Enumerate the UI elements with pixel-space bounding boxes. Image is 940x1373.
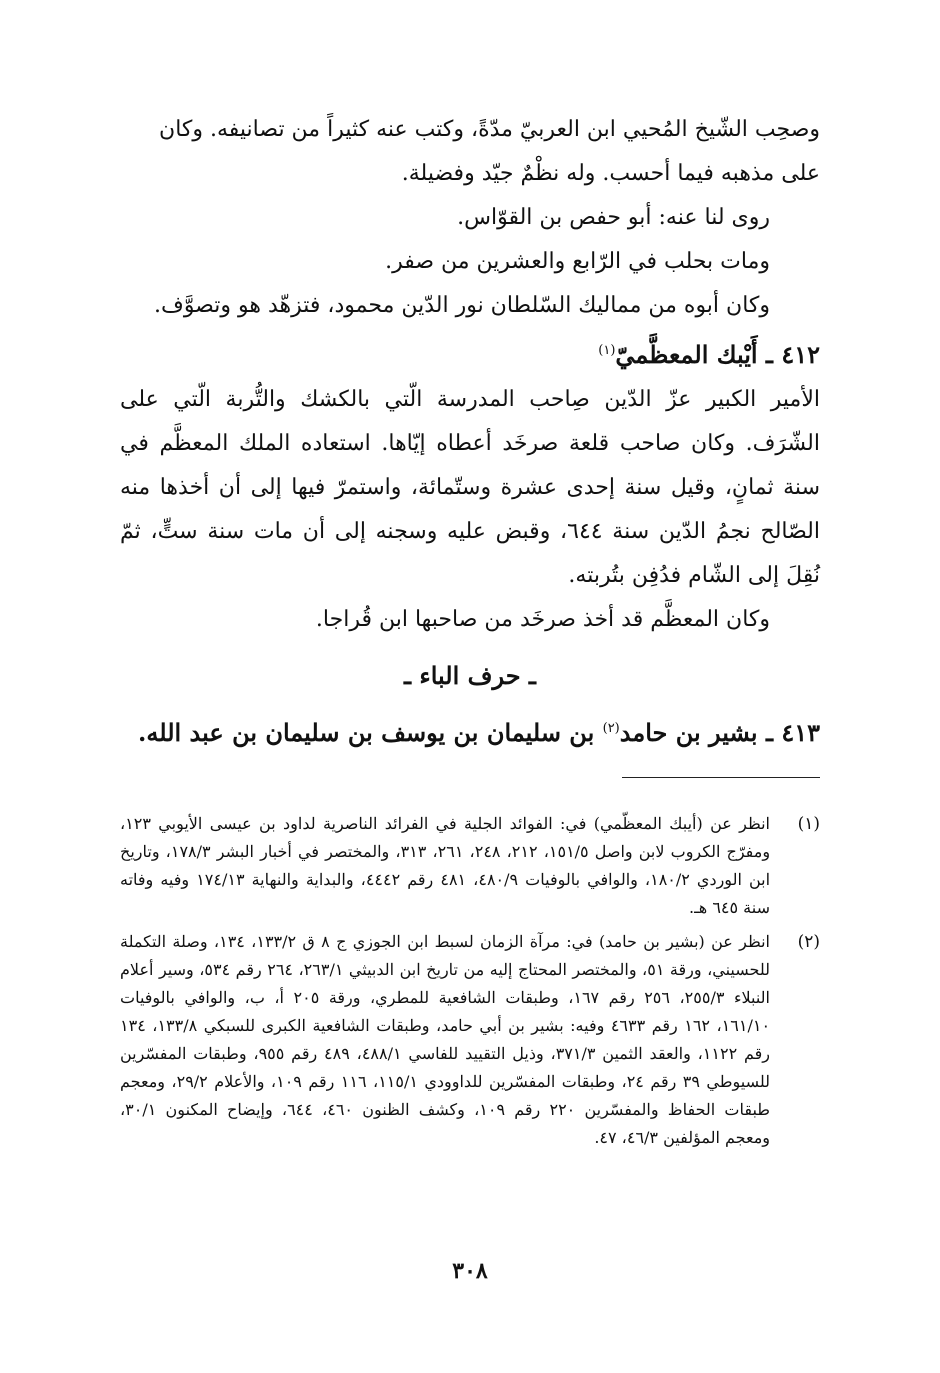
footnotes <box>120 810 820 1158</box>
footnote-divider <box>622 777 820 778</box>
entry-412-heading <box>120 328 820 378</box>
line-mawt: ومات بحلب في الرّابع والعشرين من صفر. <box>385 249 770 274</box>
line-riwaya: روى لنا عنه: أبو حفص بن القوّاس. <box>457 205 770 230</box>
entry-412-closing: وكان المعظَّم قد أخذ صرخَد من صاحبها ابن قُراجا. <box>315 607 770 632</box>
footnote-2-number: (٢) <box>797 932 820 952</box>
footnote-2 <box>120 928 820 1152</box>
main-text <box>120 108 820 756</box>
entry-413-title-start: ٤١٣ ـ بشير بن حامد <box>619 718 820 747</box>
page-number: ٣٠٨ <box>452 1258 488 1284</box>
footnote-ref-1[interactable]: (١) <box>598 343 616 358</box>
footnote-1-text: انظر عن (أيبك المعظّمي) في: الفوائد الجلية في الفرائد الناصرية لداود بن عيسى الأيوبي ١٢٣، ومفرّج الكروب لابن واصل ١٥١/٥، ٢١٢، ٢٤٨، ٢٦١، ٣١٣، والمختصر في أخبار البشر ١٧٨/٣، وتاريخ ابن الوردي ١٨٠/٢، والوافي بالوفيات ٤٨٠/٩، ٤٨١ رقم ٤٤٤٢، والبداية والنهاية ١٧٤/١٣ وفيه وفاته سنة ٦٤٥ هـ. <box>120 814 771 917</box>
footnote-1-number: (١) <box>797 814 820 834</box>
footnote-2-text: انظر عن (بشير بن حامد) في: مرآة الزمان لسبط ابن الجوزي ج ٨ ق ١٣٣/٢، ١٣٤، وصلة التكملة للحسيني، ورقة ٥١، والمختصر المحتاج إليه من تاريخ ابن الدبيثي ٢٦٣/١، ٢٦٤ رقم ٥٣٤، وسير أعلام النبلاء ٢٥٥/٣، ٢٥٦ رقم ١٦٧، وطبقات الشافعية للمطري، ورقة ٢٠٥ أ، ب، والوافي بالوفيات ١٦١/١٠، ١٦٢ رقم ٤٦٣٣ وفيه: بشير بن أبي حامد، وطبقات الشافعية الكبرى للسبكي ١٣٣/٨، ١٣٤ رقم ١١٢٢، والعقد الثمين ٣٧١/٣، وذيل التقييد للفاسي ٤٨٨/١، ٤٨٩ رقم ٩٥٥، وطبقات المفسّرين للسيوطي ٣٩ رقم ٢٤، وطبقات المفسّرين للداوودي ١١٥/١، ١١٦ رقم ١٠٩، والأعلام ٢٩/٢، ومعجم طبقات الحفاظ والمفسّرين ٢٢٠ رقم ١٠٩، وكشف الظنون ٤٦٠، ٦٤٤، وإيضاح المكنون ٣٠/١، ومعجم المؤلفين ٤٦/٣، ٤٧. <box>120 932 771 1147</box>
paragraph-sahib: وصحِب الشّيخ المُحيي ابن العربيّ مدّةً، وكتب عنه كثيراً من تصانيفه. وكان على مذهبه فيما أحسب. وله نظْمٌ جيّد وفضيلة. <box>159 117 820 186</box>
entry-412-paragraph: الأمير الكبير عزّ الدّين صِاحب المدرسة الّتي بالكشك والتُّربة الّتي على الشّرَف. وكان صاحب قلعة صرخَد أعطاه إيّاها. استعاده الملك المعظَّم في سنة ثمانٍ، وقيل سنة إحدى عشرة وستّمائة، واستمرّ فيها إلى أن أخذها منه الصّالح نجمُ الدّين سنة ٦٤٤، وقبض عليه وسجنه إلى أن مات سنة ستٍّ، ثمّ نُقِلَ إلى الشّام فدُفِن بتُربته. <box>120 387 820 588</box>
footnote-1 <box>120 810 820 922</box>
line-abuh: وكان أبوه من مماليك السّلطان نور الدّين محمود، فتزهّد هو وتصوَّف. <box>154 293 770 318</box>
entry-412-title: ٤١٢ ـ أَيْبك المعظَّميّ <box>615 340 820 369</box>
footnote-ref-2[interactable]: (٢) <box>602 721 620 736</box>
entry-413-title-end: بن سليمان بن يوسف بن سليمان بن عبد الله. <box>138 718 603 747</box>
entry-413-heading <box>120 706 820 756</box>
section-title-ba: ـ حرف الباء ـ <box>404 661 536 690</box>
